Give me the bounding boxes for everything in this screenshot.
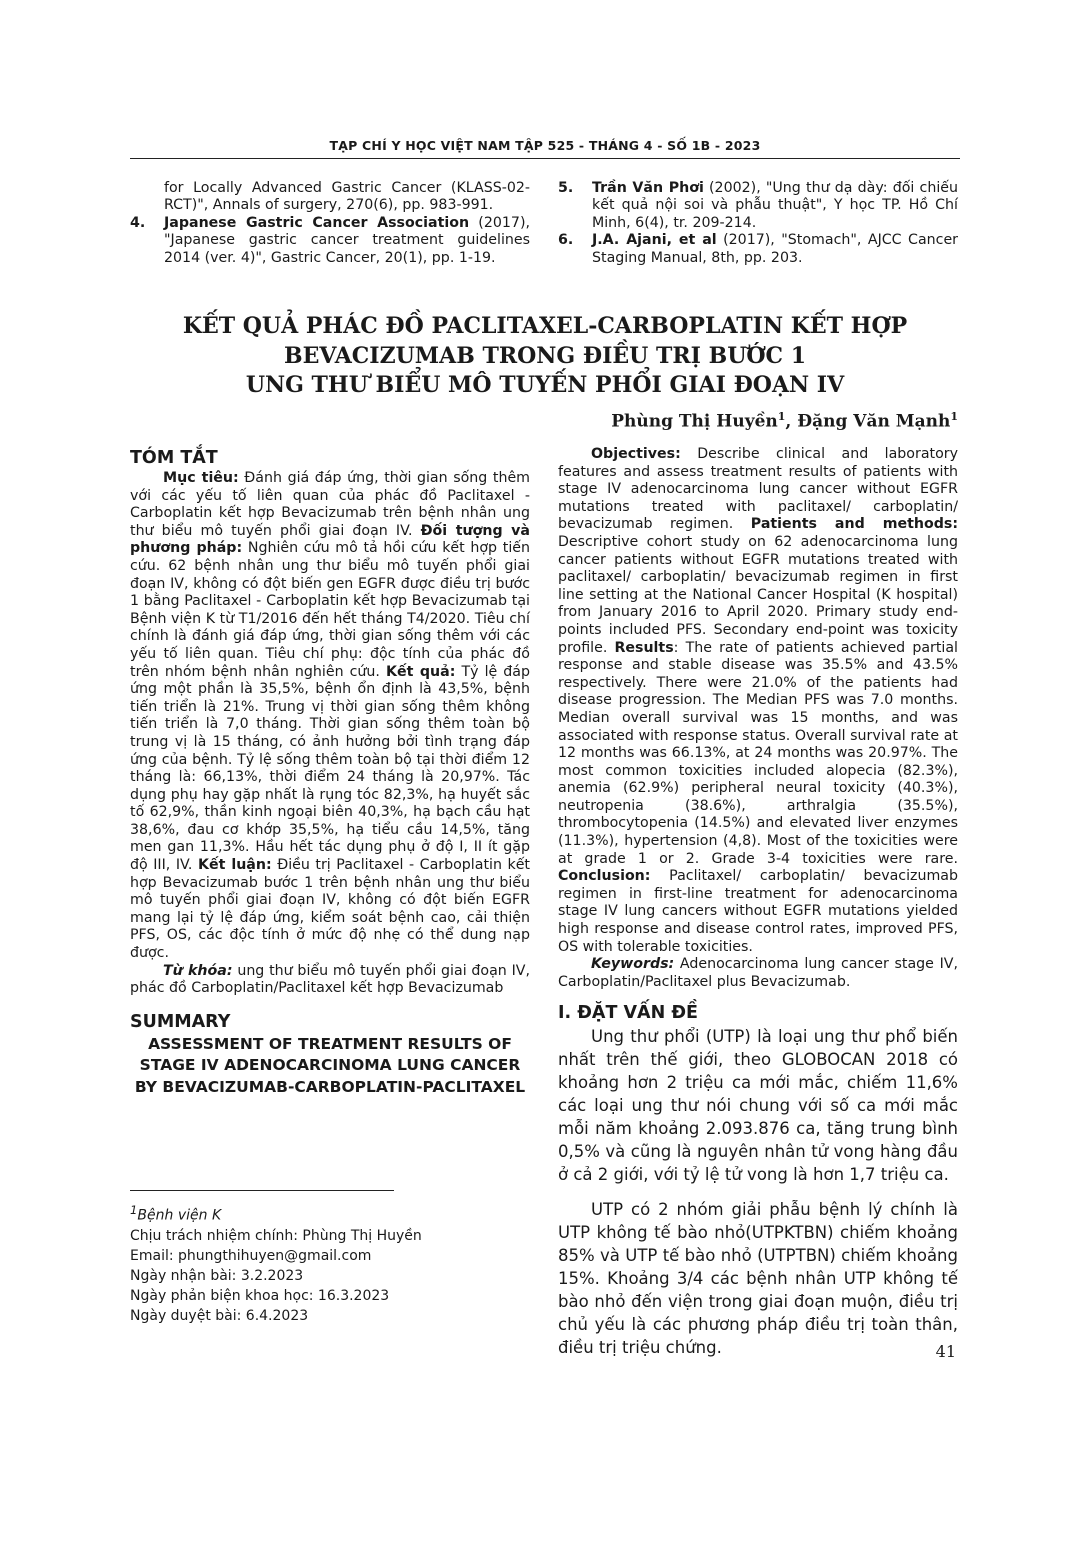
footnote-rule [130, 1190, 394, 1191]
reference-item: 6. J.A. Ajani, et al (2017), "Stomach", AJCC Cancer Staging Manual, 8th, pp. 203. [558, 232, 959, 266]
page-number: 41 [935, 1342, 956, 1361]
abstract-english-body: Objectives: Describe clinical and laboratory features and assess treatment results of patients with stage IV adenocarcinoma lung cancer without EGFR mutations treated with paclitaxel/ carboplatin/ bevacizumab regimen. Patients and methods: Descriptive cohort study on 62 adenocarcinoma lung cancer patients without EGFR mutations treated with paclitaxel/ carboplatin/ bevacizumab regimen in first line setting at the National Cancer Hospital (K hospital) from January 2016 to April 2020. Primary study end-points included PFS. Secondary end-point was toxicity profile. Results: The rate of patients achieved partial response and stable disease was 35.5% and 43.5% respectively. There were 21.0% of the patients had disease progression. The Median PFS was 7.0 months. Median overall survival was 15 months, and was associated with response status. Overall survival rate at 12 months was 66.13%, at 24 months was 20.97%. The most common toxicities included alopecia (82.3%), anemia (62.9%) peripheral neural toxicity (40.3%), neutropenia (38.6%), arthralgia (35.5%), thrombocytopenia (14.5%) and elevated liver enzymes (11.3%), hypertension (4,8). Most of the toxicities were at grade 1 or 2. Grade 3-4 toxicities were rare. Conclusion: Paclitaxel/ carboplatin/ bevacizumab regimen in first-line treatment for adenocarcinoma stage IV lung cancers without EGFR mutations yielded high response and disease control rates, improved PFS, OS with tolerable toxicities. [558, 446, 958, 955]
section-heading-introduction: I. ĐẶT VẤN ĐỀ [558, 1003, 698, 1024]
abstract-vietnamese [130, 448, 530, 1098]
abstract-english [558, 446, 958, 1359]
abstract-body: Mục tiêu: Đánh giá đáp ứng, thời gian sống thêm với các yếu tố liên quan của phác đồ Paclitaxel - Carboplatin kết hợp Bevacizumab trên bệnh nhân ung thư biểu mô tuyến phổi giai đoạn IV. Đối tượng và phương pháp: Nghiên cứu mô tả hồi cứu kết hợp tiến cứu. 62 bệnh nhân ung thư biểu mô tuyến phổi giai đoạn IV, không có đột biến gen EGFR được điều trị bước 1 bằng Paclitaxel - Carboplatin kết hợp Bevacizumab tại Bệnh viện K từ T1/2016 đến hết tháng T4/2020. Tiêu chí chính là đánh giá đáp ứng, thời gian sống thêm với các yếu tố liên quan. Tiêu chí phụ: độc tính của phác đồ trên nhóm bệnh nhân nghiên cứu. Kết quả: Tỷ lệ đáp ứng một phần là 35,5%, bệnh ổn định là 43,5%, bệnh tiến triển là 21%. Trung vị thời gian sống thêm không tiến triển là 7,0 tháng. Thời gian sống thêm toàn bộ trung vị là 15 tháng, có ảnh hưởng bởi tình trạng đáp ứng của bệnh. Tỷ lệ sống thêm toàn bộ tại thời điểm 12 tháng là: 66,13%, thời điểm 24 tháng là 20,97%. Tác dụng phụ hay gặp nhất là rụng tóc 82,3%, hạ huyết sắc tố 62,9%, thần kinh ngoại biên 40,3%, hạ bạch cầu hạt 38,6%, đau cơ khớp 35,5%, hạ tiểu cầu 14,5%, tăng men gan 11,3%. Hầu hết tác dụng phụ ở độ I, II ít gặp độ III, IV. Kết luận: Điều trị Paclitaxel - Carboplatin kết hợp Bevacizumab bước 1 trên bệnh nhân ung thư biểu mô tuyến phổi giai đoạn IV, không có đột biến EGFR mang lại tỷ lệ đáp ứng, kiểm soát bệnh cao, cải thiện PFS, OS, các độc tính ở mức độ nhẹ có thể dung nạp được. [130, 470, 531, 962]
summary-title: ASSESSMENT OF TREATMENT RESULTS OF STAGE IV ADENOCARCINOMA LUNG CANCER BY BEVACIZUMAB-CARBOPLATIN-PACLITAXEL [134, 1034, 526, 1096]
footnotes [130, 1200, 530, 1326]
corresponding-author: Chịu trách nhiệm chính: Phùng Thị Huyền [130, 1227, 422, 1244]
reference-continuation: for Locally Advanced Gastric Cancer (KLASS-02-RCT)", Annals of surgery, 270(6), pp. 983-991. [164, 180, 530, 214]
date-accepted: Ngày duyệt bài: 6.4.2023 [130, 1307, 309, 1324]
author-list: Phùng Thị Huyền$^1$, Đặng Văn Mạnh$^1$ [611, 410, 958, 432]
keywords-english: Keywords: Adenocarcinoma lung cancer stage IV, Carboplatin/Paclitaxel plus Bevacizumab. [558, 956, 958, 990]
date-reviewed: Ngày phản biện khoa học: 16.3.2023 [130, 1287, 390, 1304]
section-heading-tom-tat: TÓM TẮT [130, 448, 218, 468]
email: Email: phungthihuyen@gmail.com [130, 1247, 372, 1264]
article-title: KẾT QUẢ PHÁC ĐỒ PACLITAXEL-CARBOPLATIN KẾT HỢP BEVACIZUMAB TRONG ĐIỀU TRỊ BƯỚC 1 UNG THƯ BIỂU MÔ TUYẾN PHỔI GIAI ĐOẠN IV [182, 313, 908, 398]
header-rule [130, 158, 960, 159]
reference-item: 5. Trần Văn Phơi (2002), "Ung thư dạ dày: đối chiếu kết quả nội soi và phẫu thuật", Y học TP. Hồ Chí Minh, 6(4), tr. 209-214. [558, 180, 958, 231]
intro-paragraph-1: Ung thư phổi (UTP) là loại ung thư phổ biến nhất trên thế giới, theo GLOBOCAN 2018 có khoảng hơn 2 triệu ca mới mắc, chiếm 11,6% các loại ung thư nói chung với số ca mới mắc mỗi năm khoảng 2.093.876 ca, tăng trung bình 0,5% và cũng là nguyên nhân tử vong hàng đầu ở cả 2 giới, với tỷ lệ tử vong là hơn 1,7 triệu ca. [558, 1027, 958, 1185]
reference-item: 4. Japanese Gastric Cancer Association (2017), "Japanese gastric cancer treatment guidelines 2014 (ver. 4)", Gastric Cancer, 20(1), pp. 1-19. [130, 214, 530, 266]
references-right [558, 180, 958, 267]
running-head: TẠP CHÍ Y HỌC VIỆT NAM TẬP 525 - THÁNG 4 - SỐ 1B - 2023 [329, 138, 761, 153]
keywords-vietnamese: Từ khóa: ung thư biểu mô tuyến phổi giai đoạn IV, phác đồ Carboplatin/Paclitaxel kết hợp Bevacizumab [130, 962, 530, 997]
affiliation: $^1$Bệnh viện K [130, 1203, 222, 1224]
intro-paragraph-2: UTP có 2 nhóm giải phẫu bệnh lý chính là UTP không tế bào nhỏ(UTPKTBN) chiếm khoảng 85% và UTP tế bào nhỏ (UTPTBN) chiếm khoảng 15%. Khoảng 3/4 các bệnh nhân UTP không tế bào nhỏ đến viện trong giai đoạn muộn, điều trị chủ yếu là các phương pháp điều trị toàn thân, điều trị triệu chứng. [558, 1200, 958, 1358]
date-received: Ngày nhận bài: 3.2.2023 [130, 1267, 304, 1284]
references-left [130, 180, 530, 267]
section-heading-summary: SUMMARY [130, 1011, 231, 1032]
